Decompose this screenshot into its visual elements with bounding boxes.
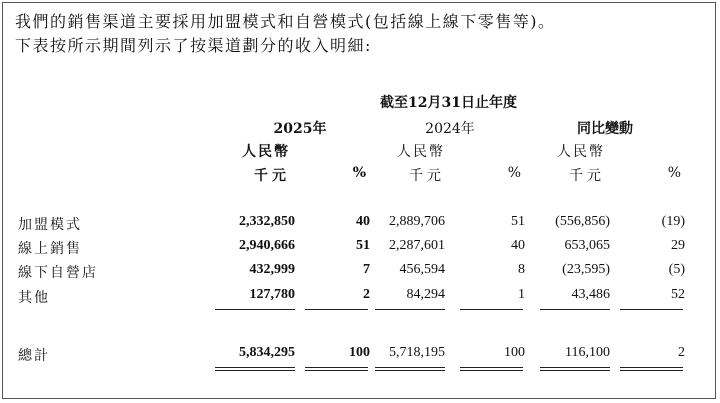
subtotal-rule-2024-value	[375, 309, 445, 310]
total-2024-value: 5,718,195	[389, 345, 445, 360]
row-label: 線上銷售	[18, 241, 82, 257]
total-2025-value: 5,834,295	[239, 345, 295, 360]
cell-change-pct: (5)	[668, 262, 685, 277]
total-rule-2024-pct	[460, 367, 523, 371]
subtotal-rule-2025-pct	[305, 309, 368, 310]
period-header: 截至12月31日止年度	[380, 95, 517, 111]
pct-yoy: %	[667, 165, 681, 181]
cell-change-pct: 29	[671, 238, 685, 253]
row-label: 加盟模式	[18, 217, 82, 233]
subtotal-rule-change-pct	[620, 309, 683, 310]
total-rule-2025-pct	[305, 367, 368, 371]
cell-2024-pct: 51	[511, 214, 525, 229]
cell-change-value: (556,856)	[555, 214, 610, 229]
cell-change-pct: 52	[671, 287, 685, 302]
cell-2024-value: 456,594	[399, 262, 445, 277]
total-rule-change-value	[540, 367, 610, 371]
total-rule-change-pct	[620, 367, 683, 371]
total-change-value: 116,100	[565, 345, 610, 360]
cell-2024-pct: 1	[518, 287, 525, 302]
total-rule-2024-value	[375, 367, 445, 371]
col-header-2025: 2025年	[273, 121, 327, 137]
subtotal-rule-2025-value	[215, 309, 295, 310]
row-label: 線下自營店	[18, 265, 98, 281]
cell-2025-value: 2,332,850	[239, 214, 295, 229]
pct-2024: %	[507, 165, 521, 181]
cell-2024-pct: 40	[511, 238, 525, 253]
subtotal-rule-change-value	[540, 309, 610, 310]
cell-change-value: (23,595)	[562, 262, 610, 277]
row-label: 其他	[18, 290, 50, 306]
pct-2025: %	[352, 165, 366, 181]
cell-2025-value: 432,999	[249, 262, 295, 277]
cell-2024-value: 2,287,601	[389, 238, 445, 253]
cell-change-value: 653,065	[564, 238, 610, 253]
unit-2024: 千元	[409, 168, 445, 184]
intro-line-1: 我們的銷售渠道主要採用加盟模式和自營模式(包括線上線下零售等)。	[15, 12, 556, 31]
cell-2025-pct: 7	[363, 262, 370, 277]
cell-2024-value: 84,294	[406, 287, 445, 302]
total-change-pct: 2	[678, 345, 685, 360]
cell-2025-value: 2,940,666	[239, 238, 295, 253]
cell-2024-pct: 8	[518, 262, 525, 277]
cell-2025-pct: 51	[356, 238, 370, 253]
currency-yoy: 人民幣	[557, 144, 605, 160]
cell-2025-pct: 40	[356, 214, 370, 229]
subtotal-rule-2024-pct	[460, 309, 523, 310]
col-header-2024: 2024年	[425, 121, 475, 137]
total-2025-pct: 100	[349, 345, 370, 360]
cell-2025-value: 127,780	[249, 287, 295, 302]
document-frame	[2, 2, 716, 399]
col-header-yoy: 同比變動	[577, 121, 633, 137]
cell-change-value: 43,486	[571, 287, 610, 302]
cell-2025-pct: 2	[363, 287, 370, 302]
currency-2024: 人民幣	[397, 144, 445, 160]
total-label: 總計	[18, 348, 50, 364]
unit-yoy: 千元	[569, 168, 605, 184]
unit-2025: 千元	[254, 168, 290, 184]
intro-line-2: 下表按所示期間列示了按渠道劃分的收入明細:	[15, 36, 372, 55]
total-2024-pct: 100	[504, 345, 525, 360]
cell-2024-value: 2,889,706	[389, 214, 445, 229]
currency-2025: 人民幣	[242, 144, 290, 160]
total-rule-2025-value	[215, 367, 295, 371]
cell-change-pct: (19)	[661, 214, 685, 229]
